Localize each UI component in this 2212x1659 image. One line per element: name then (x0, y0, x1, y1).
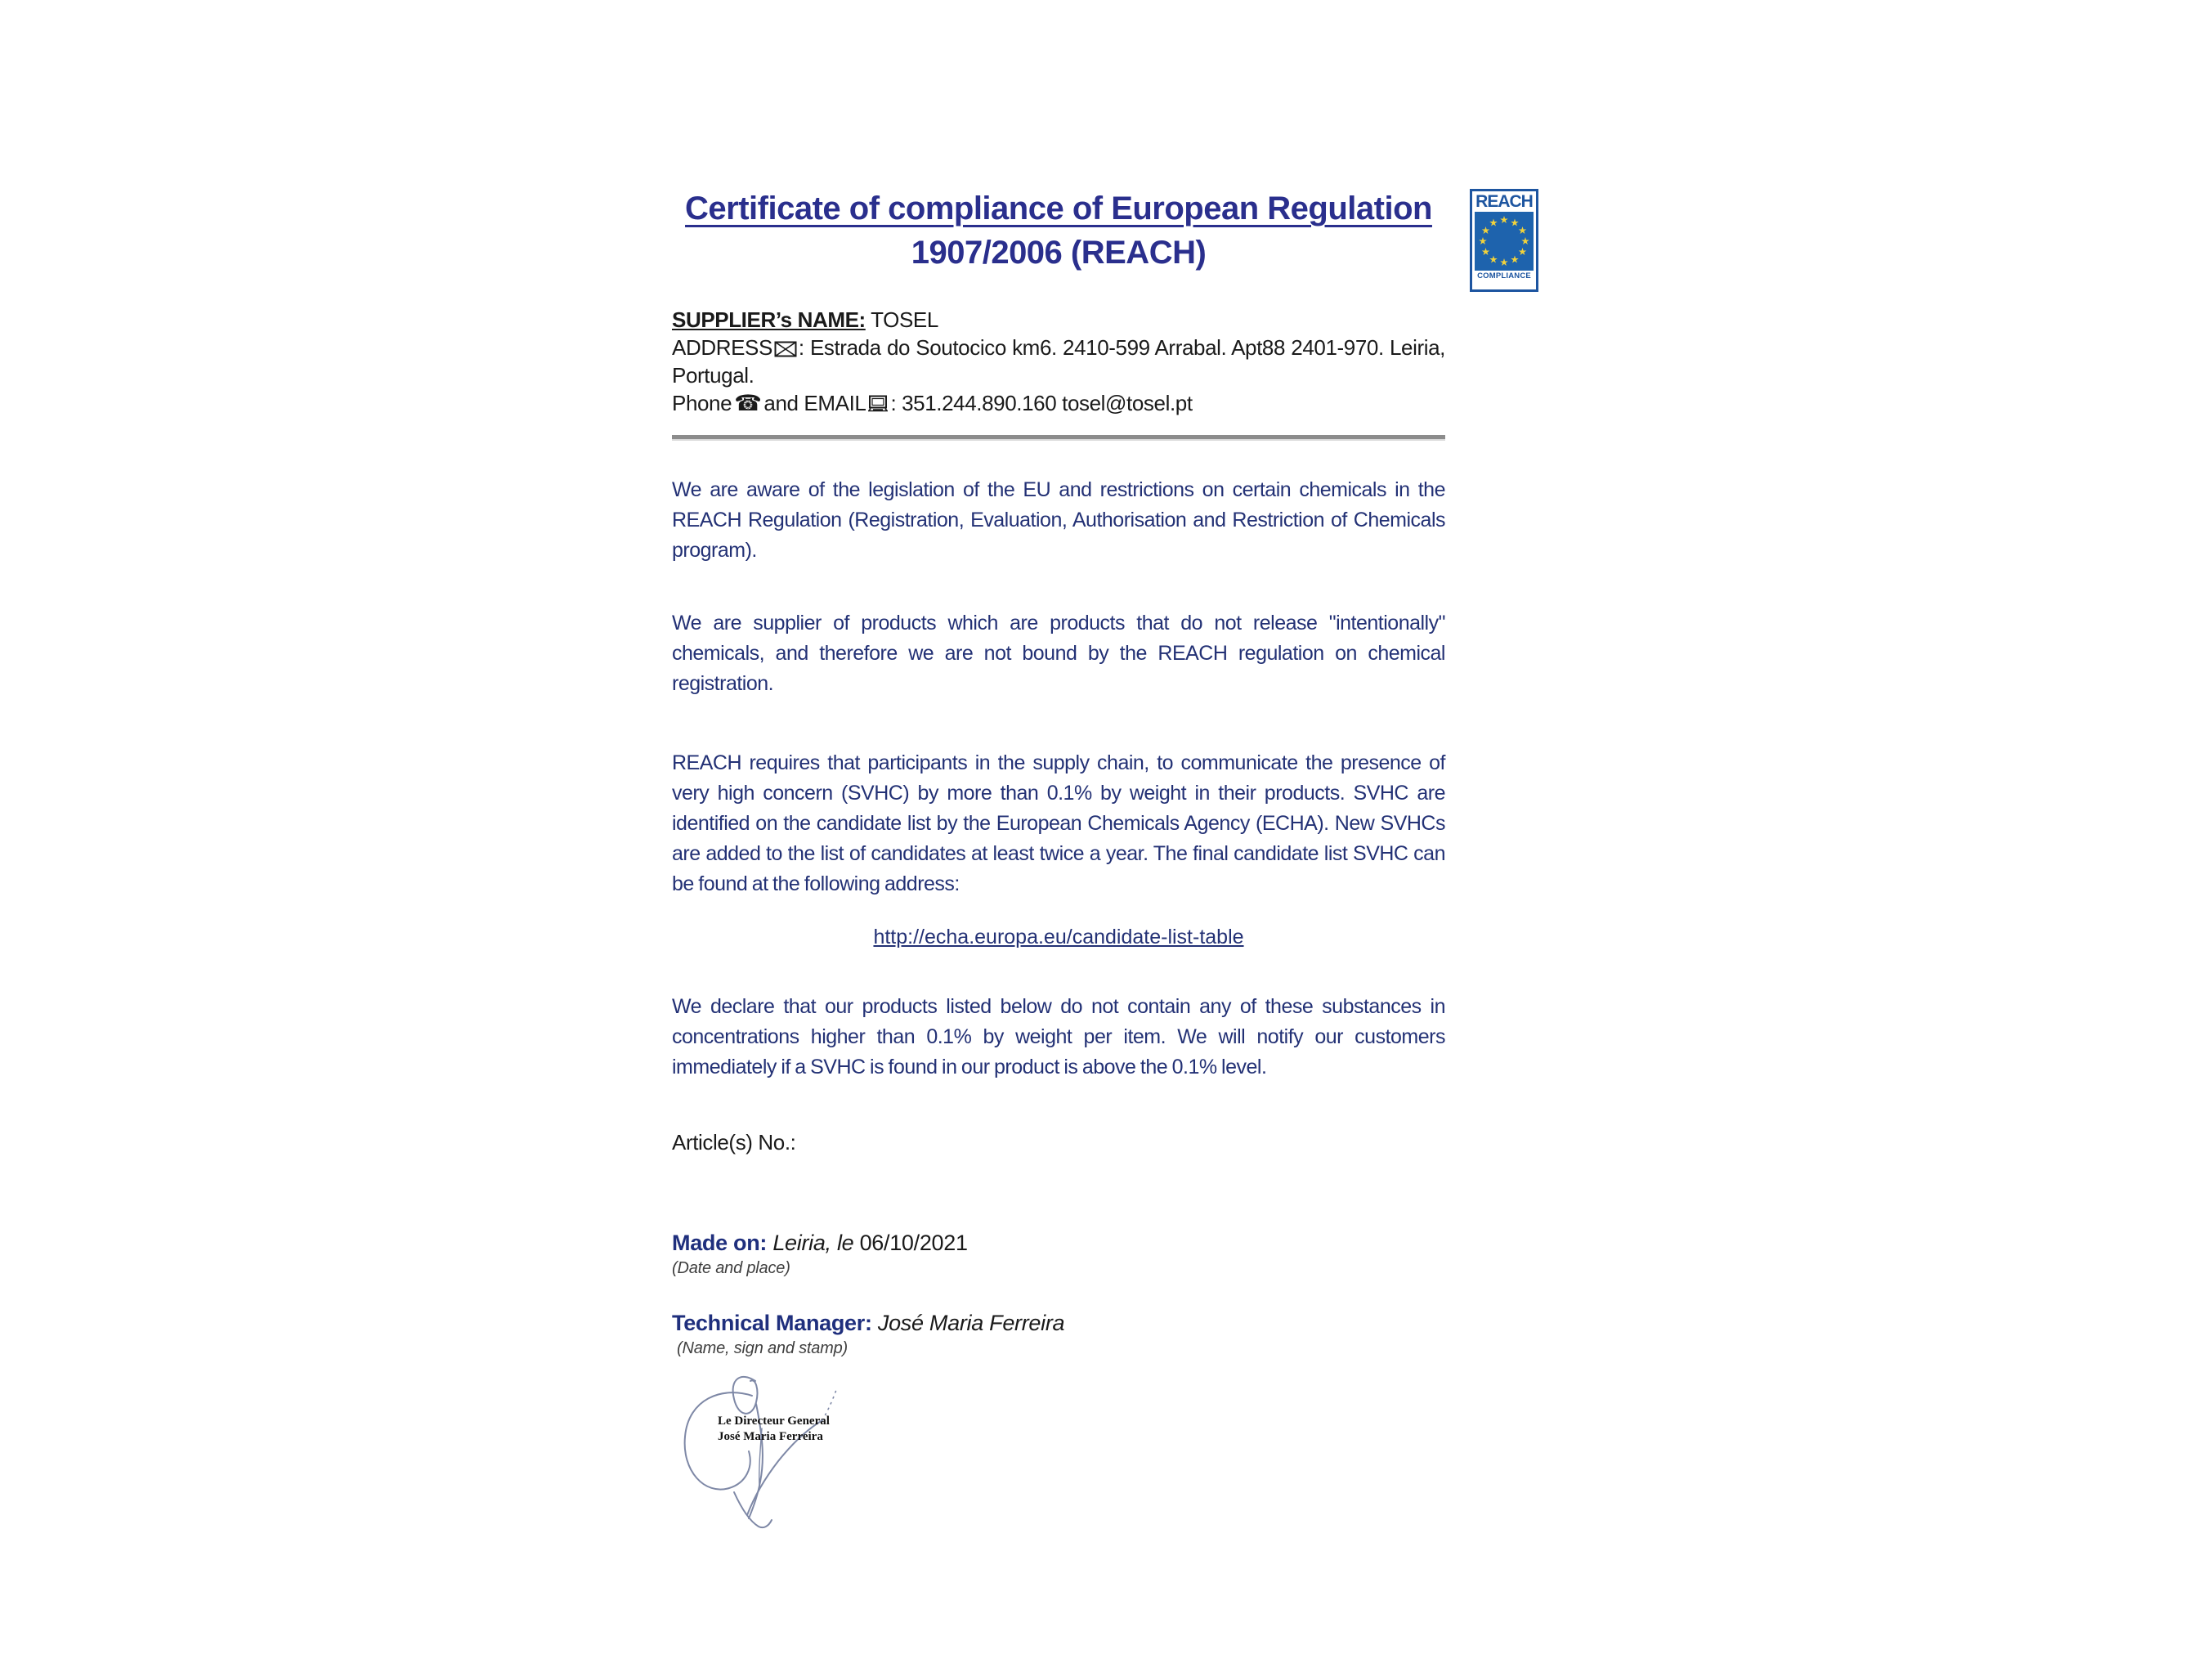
envelope-icon (774, 341, 797, 357)
candidate-list-link-line (672, 922, 1445, 953)
article-number-label: Article(s) No.: (672, 1130, 796, 1155)
logo-compliance-text: COMPLIANCE (1477, 271, 1531, 280)
and-email-label: and EMAIL (763, 391, 866, 415)
supplier-name-line (672, 306, 1445, 334)
date-place-caption: (Date and place) (672, 1259, 790, 1277)
logo-reach-text: REACH (1475, 192, 1533, 211)
eu-stars-icon (1475, 212, 1534, 271)
made-on-date: 06/10/2021 (859, 1231, 968, 1255)
made-on-line (672, 1231, 1445, 1256)
title-line-2: 1907/2006 (REACH) (911, 235, 1207, 271)
paragraph-awareness: We are aware of the legislation of the EU and restrictions on certain chemicals in the REACH Regulation (Registration, Evaluation, Authorisation and Restriction of Chemicals program). (672, 478, 1445, 562)
supplier-name-value: TOSEL (871, 307, 938, 332)
made-on-label: Made on: (672, 1231, 768, 1255)
paragraph-declaration: We declare that our products listed below do not contain any of these substances in concentrations higher than 0.1% by weight per item. We will notify our customers immediately if a SVHC is found in our product is above the 0.1% level. (672, 995, 1445, 1078)
signature-name: José Maria Ferreira (718, 1430, 823, 1443)
address-label: ADDRESS (672, 335, 772, 360)
technical-manager-name: José Maria Ferreira (877, 1311, 1065, 1335)
candidate-list-link[interactable]: http://echa.europa.eu/candidate-list-table (873, 926, 1244, 948)
signature-flourish-icon (677, 1371, 889, 1576)
signature-text (718, 1414, 830, 1445)
supplier-address-line (672, 334, 1445, 389)
phone-label: Phone (672, 391, 732, 415)
contact-value: : 351.244.890.160 tosel@tosel.pt (890, 391, 1193, 415)
phone-icon: ☎ (734, 391, 762, 415)
horizontal-rule (672, 435, 1445, 441)
supplier-block (672, 306, 1445, 417)
technical-manager-label: Technical Manager: (672, 1311, 872, 1335)
eu-stars-flag (1475, 212, 1534, 271)
document-content (672, 186, 1445, 1576)
supplier-contact-line (672, 389, 1445, 417)
paragraph-svhc-requirement: REACH requires that participants in the supply chain, to communicate the presence of very high concern (SVHC) by more than 0.1% by weight in their products. SVHC are identified on the candidate list by the European Chemicals Agency (ECHA). New SVHCs are added to the list of candidates at least twice a year. The final candidate list SVHC can be found at the following address: (672, 751, 1445, 895)
made-on-place: Leiria, le (772, 1231, 854, 1255)
supplier-name-label: SUPPLIER’s NAME: (672, 307, 866, 332)
name-sign-stamp-caption: (Name, sign and stamp) (677, 1339, 849, 1357)
title-line-1: Certificate of compliance of European Regulation (685, 191, 1432, 226)
signature-title: Le Directeur General (718, 1415, 830, 1428)
paragraph-supplier-statement: We are supplier of products which are products that do not release "intentionally" chemicals, and therefore we are not bound by the REACH regulation on chemical registration. (672, 612, 1445, 695)
address-value: : Estrada do Soutocico km6. 2410-599 Arrabal. Apt88 2401-970. Leiria, Portugal. (672, 335, 1445, 388)
page-title (672, 186, 1445, 275)
technical-manager-line (672, 1311, 1445, 1336)
reach-compliance-logo (1470, 189, 1538, 292)
computer-icon (867, 395, 889, 413)
signature-block (672, 1371, 934, 1576)
